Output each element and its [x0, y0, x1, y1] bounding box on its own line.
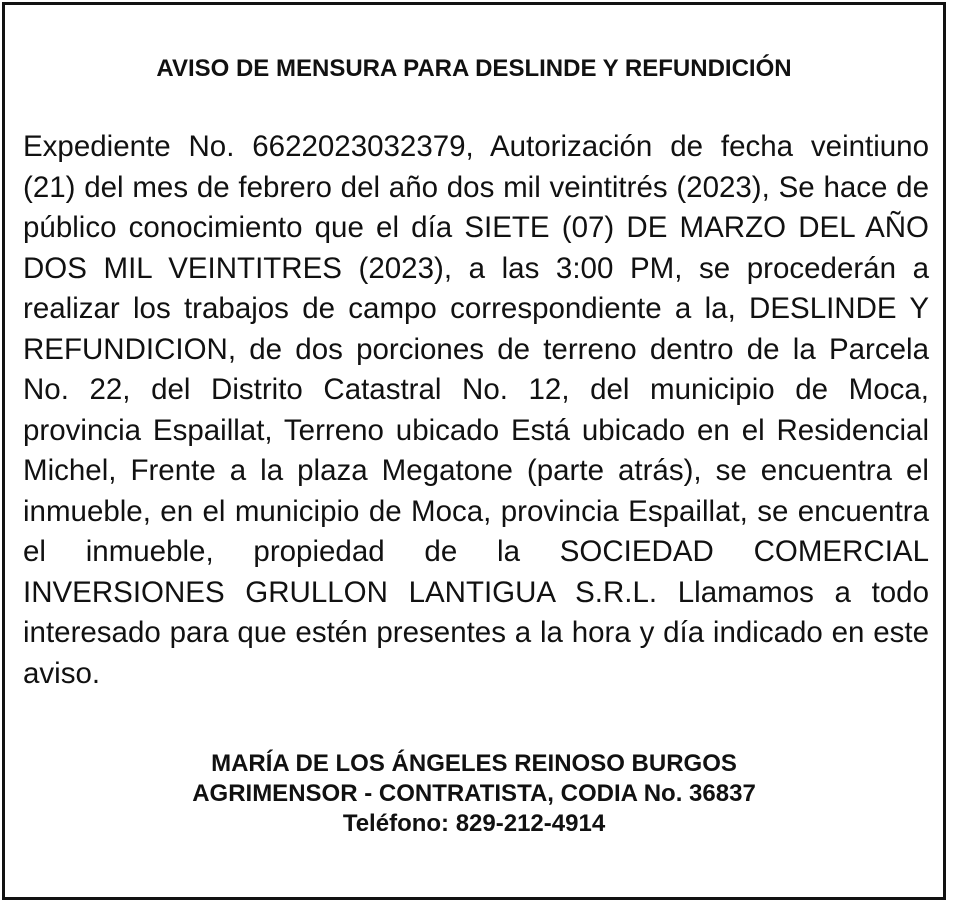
- signatory-phone: Teléfono: 829-212-4914: [342, 810, 606, 837]
- notice-box: [2, 2, 946, 900]
- notice-body: Expediente No. 6622023032379, Autorización de fecha veintiuno (21) del mes de febrero del año dos mil veintitrés (2023), Se hace de público conocimiento que el día SIETE (07) DE MARZO DEL AÑO DOS MIL VEINTITRES (2023), a las 3:00 PM, se procederán a realizar los trabajos de campo correspondiente a la, DESLINDE Y REFUNDICION, de dos porciones de terreno dentro de la Parcela No. 22, del Distrito Catastral No. 12, del municipio de Moca, provincia Espaillat, Terreno ubicado Está ubicado en el Residencial Michel, Frente a la plaza Megatone (parte atrás), se encuentra el inmueble, en el municipio de Moca, provincia Espaillat, se encuentra el inmueble, propiedad de la SOCIEDAD COMERCIAL INVERSIONES GRULLON LANTIGUA S.R.L. Llamamos a todo interesado para que estén presentes a la hora y día indicado en este aviso.: [23, 130, 929, 690]
- signatory-name: MARÍA DE LOS ÁNGELES REINOSO BURGOS: [211, 750, 737, 777]
- signatory-role: AGRIMENSOR - CONTRATISTA, CODIA No. 36837: [192, 780, 756, 807]
- signature-block: [5, 749, 943, 839]
- notice-title: AVISO DE MENSURA PARA DESLINDE Y REFUNDICIÓN: [156, 55, 792, 82]
